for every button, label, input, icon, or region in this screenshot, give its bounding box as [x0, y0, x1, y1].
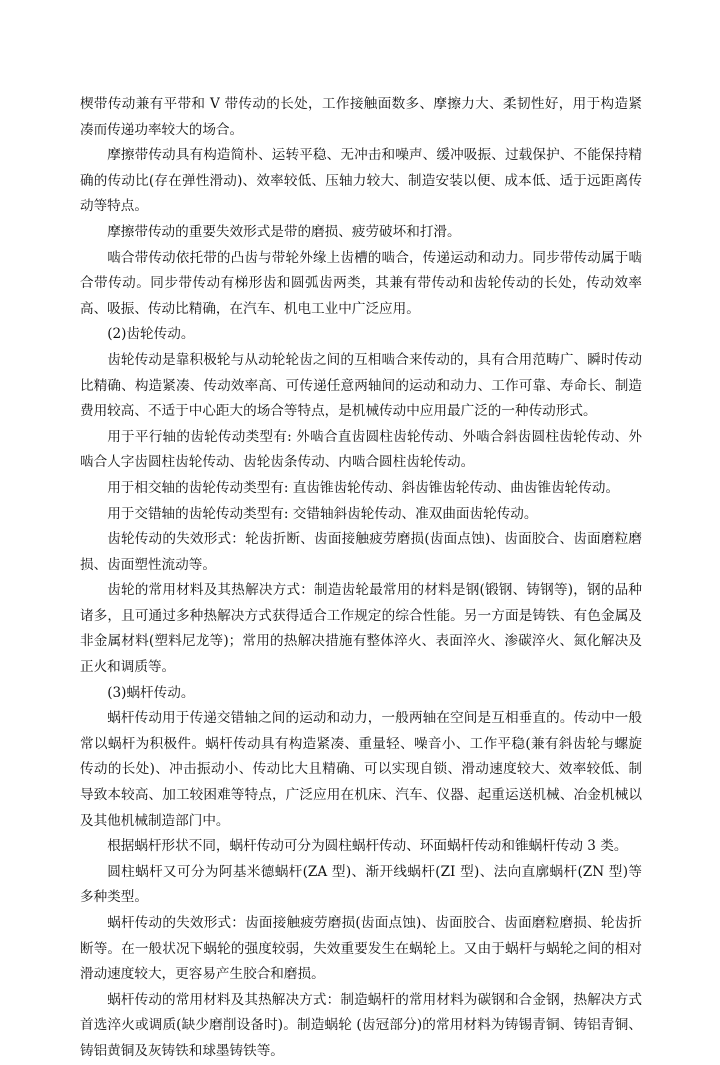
paragraph-14: 根据蜗杆形状不同，蜗杆传动可分为圆柱蜗杆传动、环面蜗杆传动和锥蜗杆传动 3 类。 — [107, 838, 628, 855]
paragraph-1: 楔带传动兼有平带和 V 带传动的长处，工作接触面数多、摩擦力大、柔韧性好，用于构造紧凑而传递功率较大的场合。 — [80, 96, 642, 138]
paragraph-9: 用于交错轴的齿轮传动类型有: 交错轴斜齿轮传动、准双曲面齿轮传动。 — [107, 505, 538, 522]
section-heading-gear-transmission: (2)齿轮传动。 — [107, 326, 195, 343]
paragraph-6: 齿轮传动是靠积极轮与从动轮轮齿之间的互相啮合来传动的，具有合用范畴广、瞬时传动比精确、构造紧凑、传动效率高、可传递任意两轴间的运动和动力、工作可靠、寿命长、制造费用较高、不适于中心距大的场合等特点，是机械传动中应用最广泛的一种传动形式。 — [80, 351, 642, 420]
paragraph-8: 用于相交轴的齿轮传动类型有: 直齿锥齿轮传动、斜齿锥齿轮传动、曲齿锥齿轮传动。 — [107, 479, 620, 496]
document-page — [80, 92, 642, 1065]
paragraph-17: 蜗杆传动的常用材料及其热解决方式：制造蜗杆的常用材料为碳钢和合金钢，热解决方式首选淬火或调质(缺少磨削设备时)。制造蜗轮 (齿冠部分)的常用材料为铸锡青铜、铸铝青铜、铸铝黄铜及灰铸铁和球墨铸铁等。 — [80, 991, 642, 1059]
paragraph-2: 摩擦带传动具有构造简朴、运转平稳、无冲击和噪声、缓冲吸振、过载保护、不能保持精确的传动比(存在弹性滑动)、效率较低、压轴力较大、制造安装以便、成本低、适于远距离传动等特点。 — [80, 147, 642, 215]
paragraph-7: 用于平行轴的齿轮传动类型有: 外啮合直齿圆柱齿轮传动、外啮合斜齿圆柱齿轮传动、外啮合人字齿圆柱齿轮传动、齿轮齿条传动、内啮合圆柱齿轮传动。 — [80, 428, 642, 471]
paragraph-10: 齿轮传动的失效形式：轮齿折断、齿面接触疲劳磨损(齿面点蚀)、齿面胶合、齿面磨粒磨损、齿面塑性流动等。 — [80, 531, 642, 573]
paragraph-15: 圆柱蜗杆又可分为阿基米德蜗杆(ZA 型)、渐开线蜗杆(ZI 型)、法向直廓蜗杆(ZN 型)等多种类型。 — [80, 863, 642, 906]
section-heading-worm-transmission: (3)蜗杆传动。 — [107, 684, 195, 701]
paragraph-13: 蜗杆传动用于传递交错轴之间的运动和动力，一般两轴在空间是互相垂直的。传动中一般常以蜗杆为积极件。蜗杆传动具有构造紧凑、重量轻、噪音小、工作平稳(兼有斜齿轮与螺旋传动的长处)、冲击振动小、传动比大且精确、可以实现自锁、滑动速度较大、效率较低、制导致本较高、加工较困难等特点，广泛应用在机床、汽车、仪器、起重运送机械、冶金机械以及其他机械制造部门中。 — [80, 710, 642, 829]
paragraph-11: 齿轮的常用材料及其热解决方式：制造齿轮最常用的材料是钢(锻钢、铸钢等)，钢的品种诸多，且可通过多种热解决方式获得适合工作规定的综合性能。另一方面是铸铁、有色金属及非金属材料(塑料尼龙等)；常用的热解决措施有整体淬火、表面淬火、渗碳淬火、氮化解决及正火和调质等。 — [80, 582, 642, 676]
paragraph-4: 啮合带传动依托带的凸齿与带轮外缘上齿槽的啮合，传递运动和动力。同步带传动属于啮合带传动。同步带传动有梯形齿和圆弧齿两类，其兼有带传动和齿轮传动的长处，传动效率高、吸振、传动比精确，在汽车、机电工业中广泛应用。 — [80, 249, 642, 317]
paragraph-3: 摩擦带传动的重要失效形式是带的磨损、疲劳破坏和打滑。 — [107, 223, 461, 240]
paragraph-16: 蜗杆传动的失效形式：齿面接触疲劳磨损(齿面点蚀)、齿面胶合、齿面磨粒磨损、轮齿折断等。在一般状况下蜗轮的强度较弱，失效重要发生在蜗轮上。又由于蜗杆与蜗轮之间的相对滑动速度较大，更容易产生胶合和磨损。 — [80, 915, 642, 983]
